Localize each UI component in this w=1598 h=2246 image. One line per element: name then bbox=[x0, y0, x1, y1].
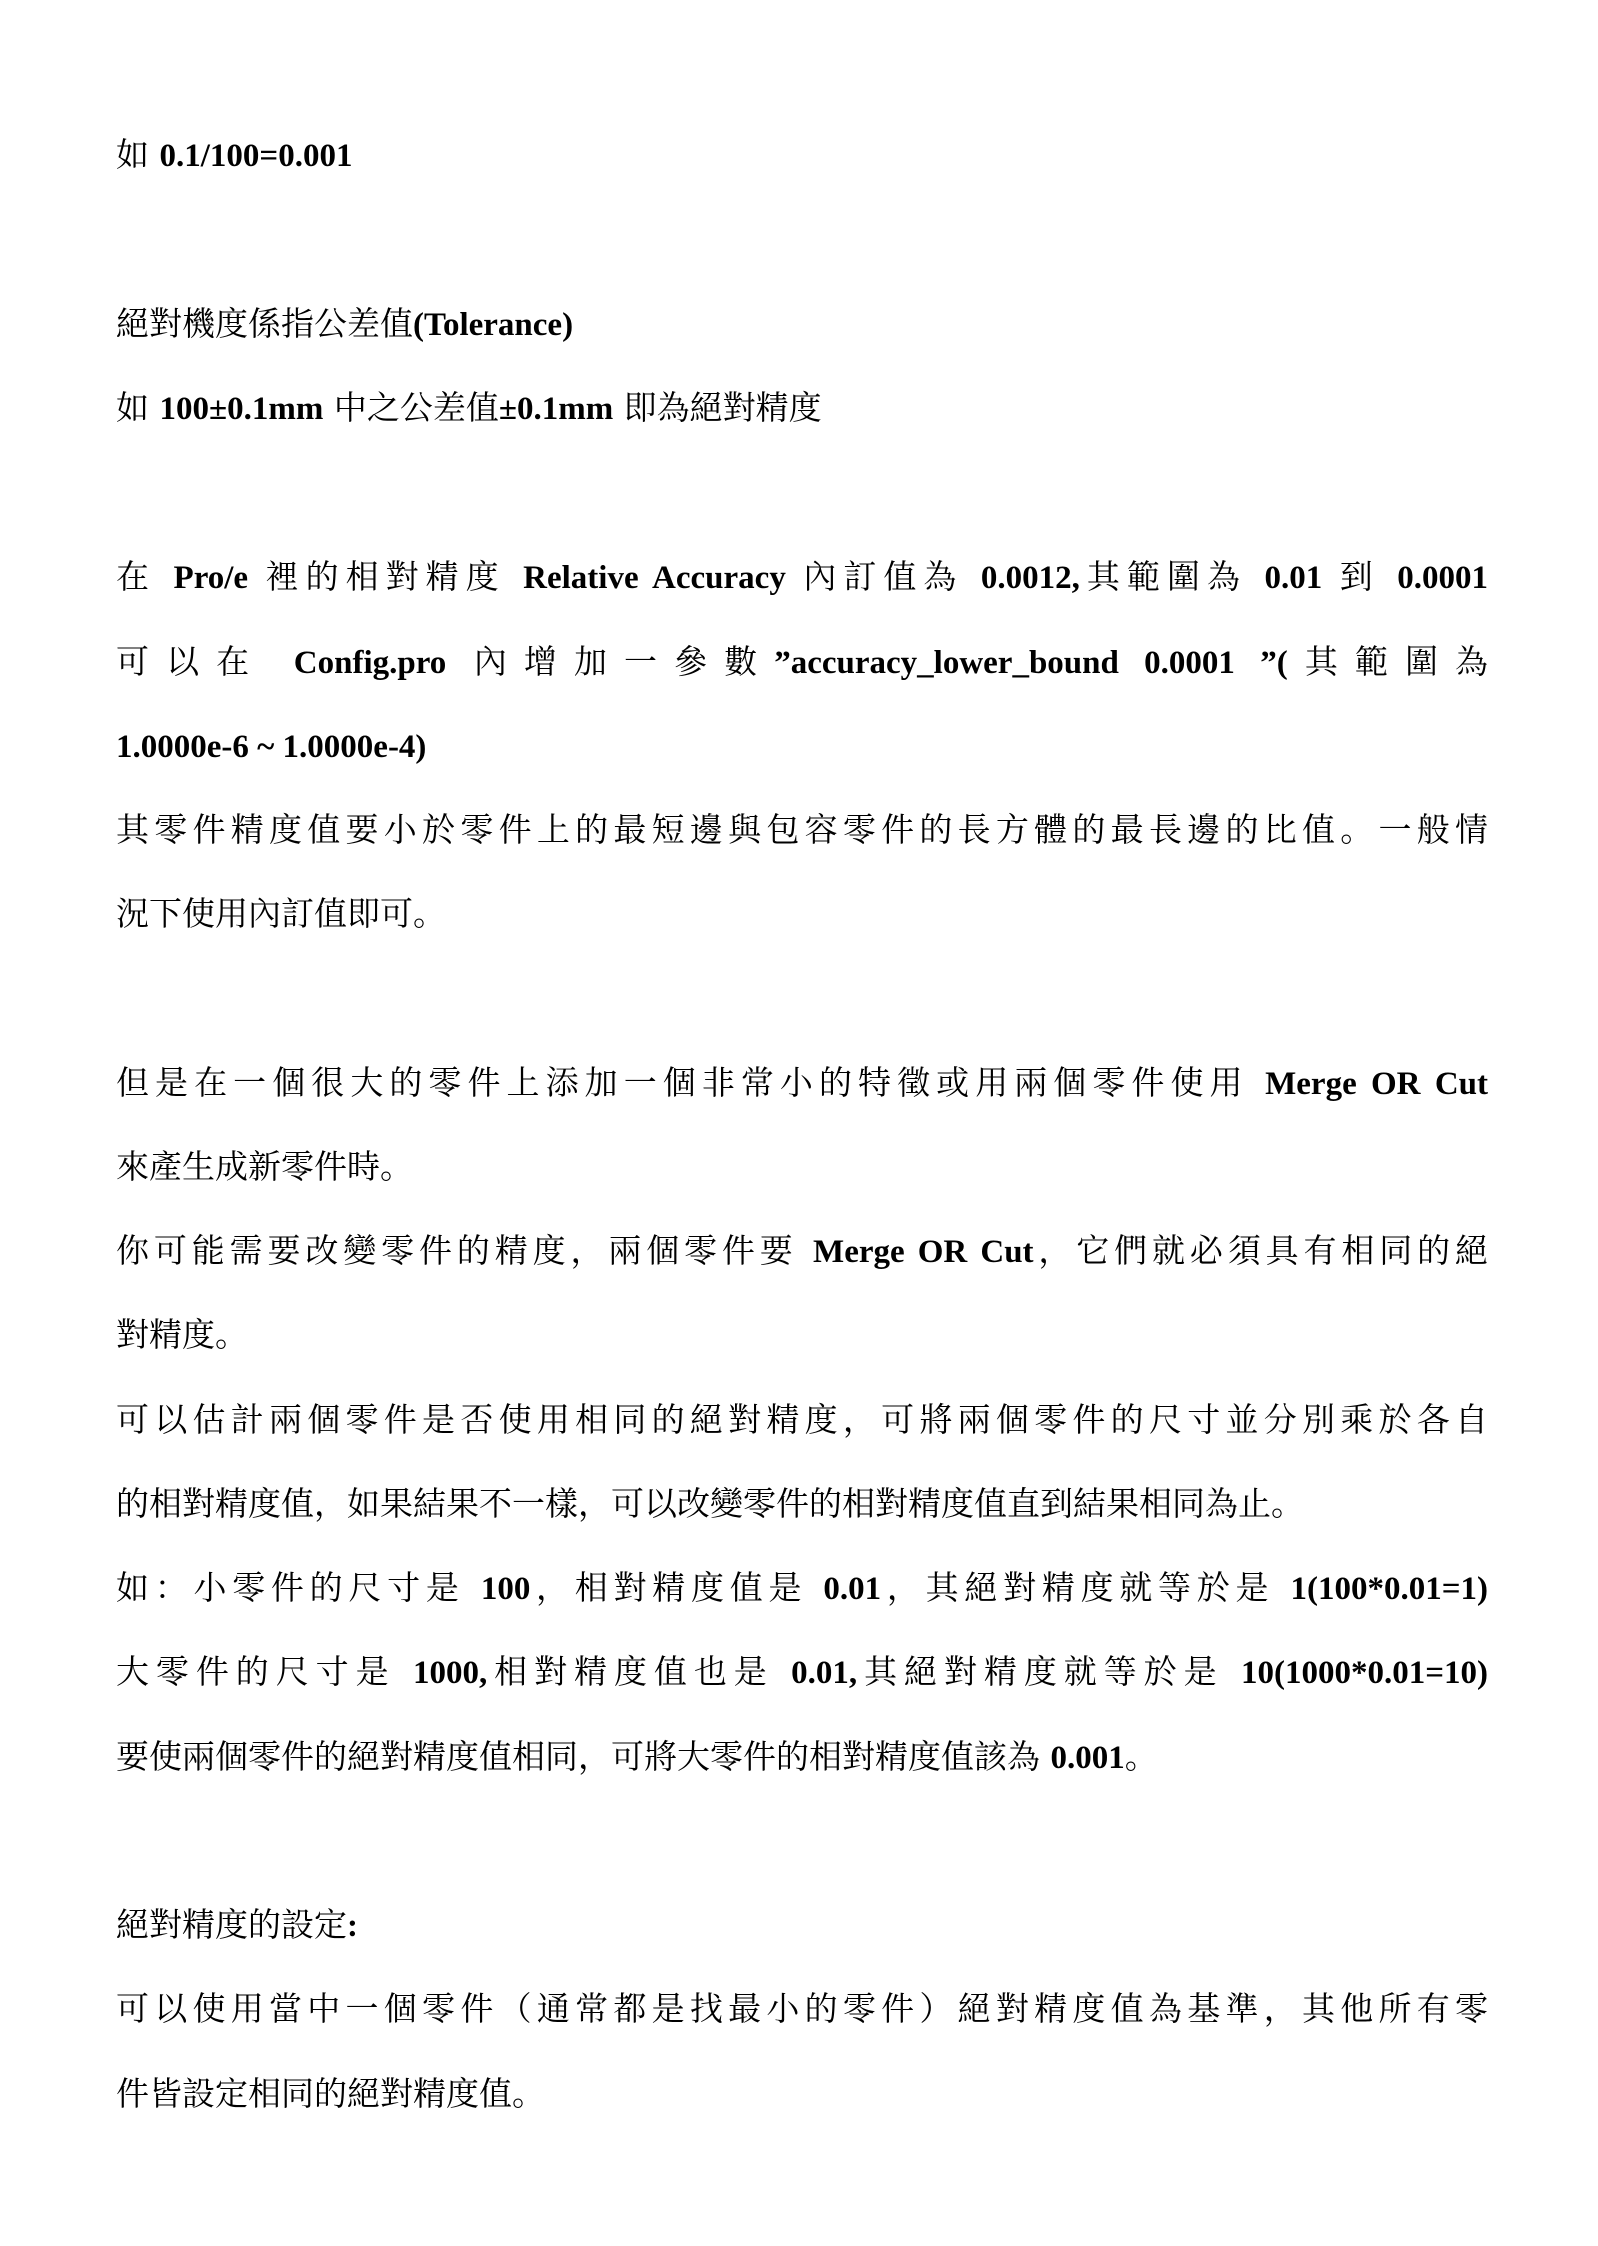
text-line: 可以使用當中一個零件（通常都是找最小的零件）絕對精度值為基準，其他所有零 bbox=[116, 1989, 1488, 2028]
text-line: 絕對精度的設定: bbox=[116, 1905, 358, 1944]
text-line: 如 0.1/100=0.001 bbox=[116, 135, 353, 174]
text-line: 的相對精度值，如果結果不一樣，可以改變零件的相對精度值直到結果相同為止。 bbox=[116, 1484, 1304, 1523]
text-line: 可以估計兩個零件是否使用相同的絕對精度，可將兩個零件的尺寸並分別乘於各自 bbox=[116, 1400, 1488, 1439]
text-line: 大零件的尺寸是 1000,相對精度值也是 0.01,其絕對精度就等於是 10(1000*0.01=10) bbox=[116, 1652, 1488, 1691]
text-line: 要使兩個零件的絕對精度值相同，可將大零件的相對精度值該為 0.001。 bbox=[116, 1737, 1158, 1776]
text-line: 況下使用內訂值即可。 bbox=[116, 894, 446, 933]
text-line: 絕對機度係指公差值(Tolerance) bbox=[116, 304, 574, 343]
text-line: 1.0000e-6 ~ 1.0000e-4) bbox=[116, 729, 427, 765]
text-line: 其零件精度值要小於零件上的最短邊與包容零件的長方體的最長邊的比值。一般情 bbox=[116, 810, 1488, 849]
text-line: 來產生成新零件時。 bbox=[116, 1147, 413, 1186]
text-line: 件皆設定相同的絕對精度值。 bbox=[116, 2074, 545, 2113]
text-line: 可以在 Config.pro 內增加一參數”accuracy_lower_bound 0.0001 ”(其範圍為 bbox=[116, 642, 1488, 681]
text-line: 如 100±0.1mm 中之公差值±0.1mm 即為絕對精度 bbox=[116, 388, 822, 427]
text-line: 你可能需要改變零件的精度，兩個零件要 Merge OR Cut，它們就必須具有相同的絕 bbox=[116, 1231, 1488, 1270]
text-line: 對精度。 bbox=[116, 1315, 248, 1354]
text-line: 在 Pro/e 裡的相對精度 Relative Accuracy 內訂值為 0.0012,其範圍為 0.01 到 0.0001 bbox=[116, 557, 1488, 596]
text-line: 如：小零件的尺寸是 100，相對精度值是 0.01，其絕對精度就等於是 1(100*0.01=1) bbox=[116, 1568, 1488, 1607]
text-line: 但是在一個很大的零件上添加一個非常小的特徵或用兩個零件使用 Merge OR Cut bbox=[116, 1063, 1488, 1102]
document-page bbox=[116, 0, 1488, 2246]
